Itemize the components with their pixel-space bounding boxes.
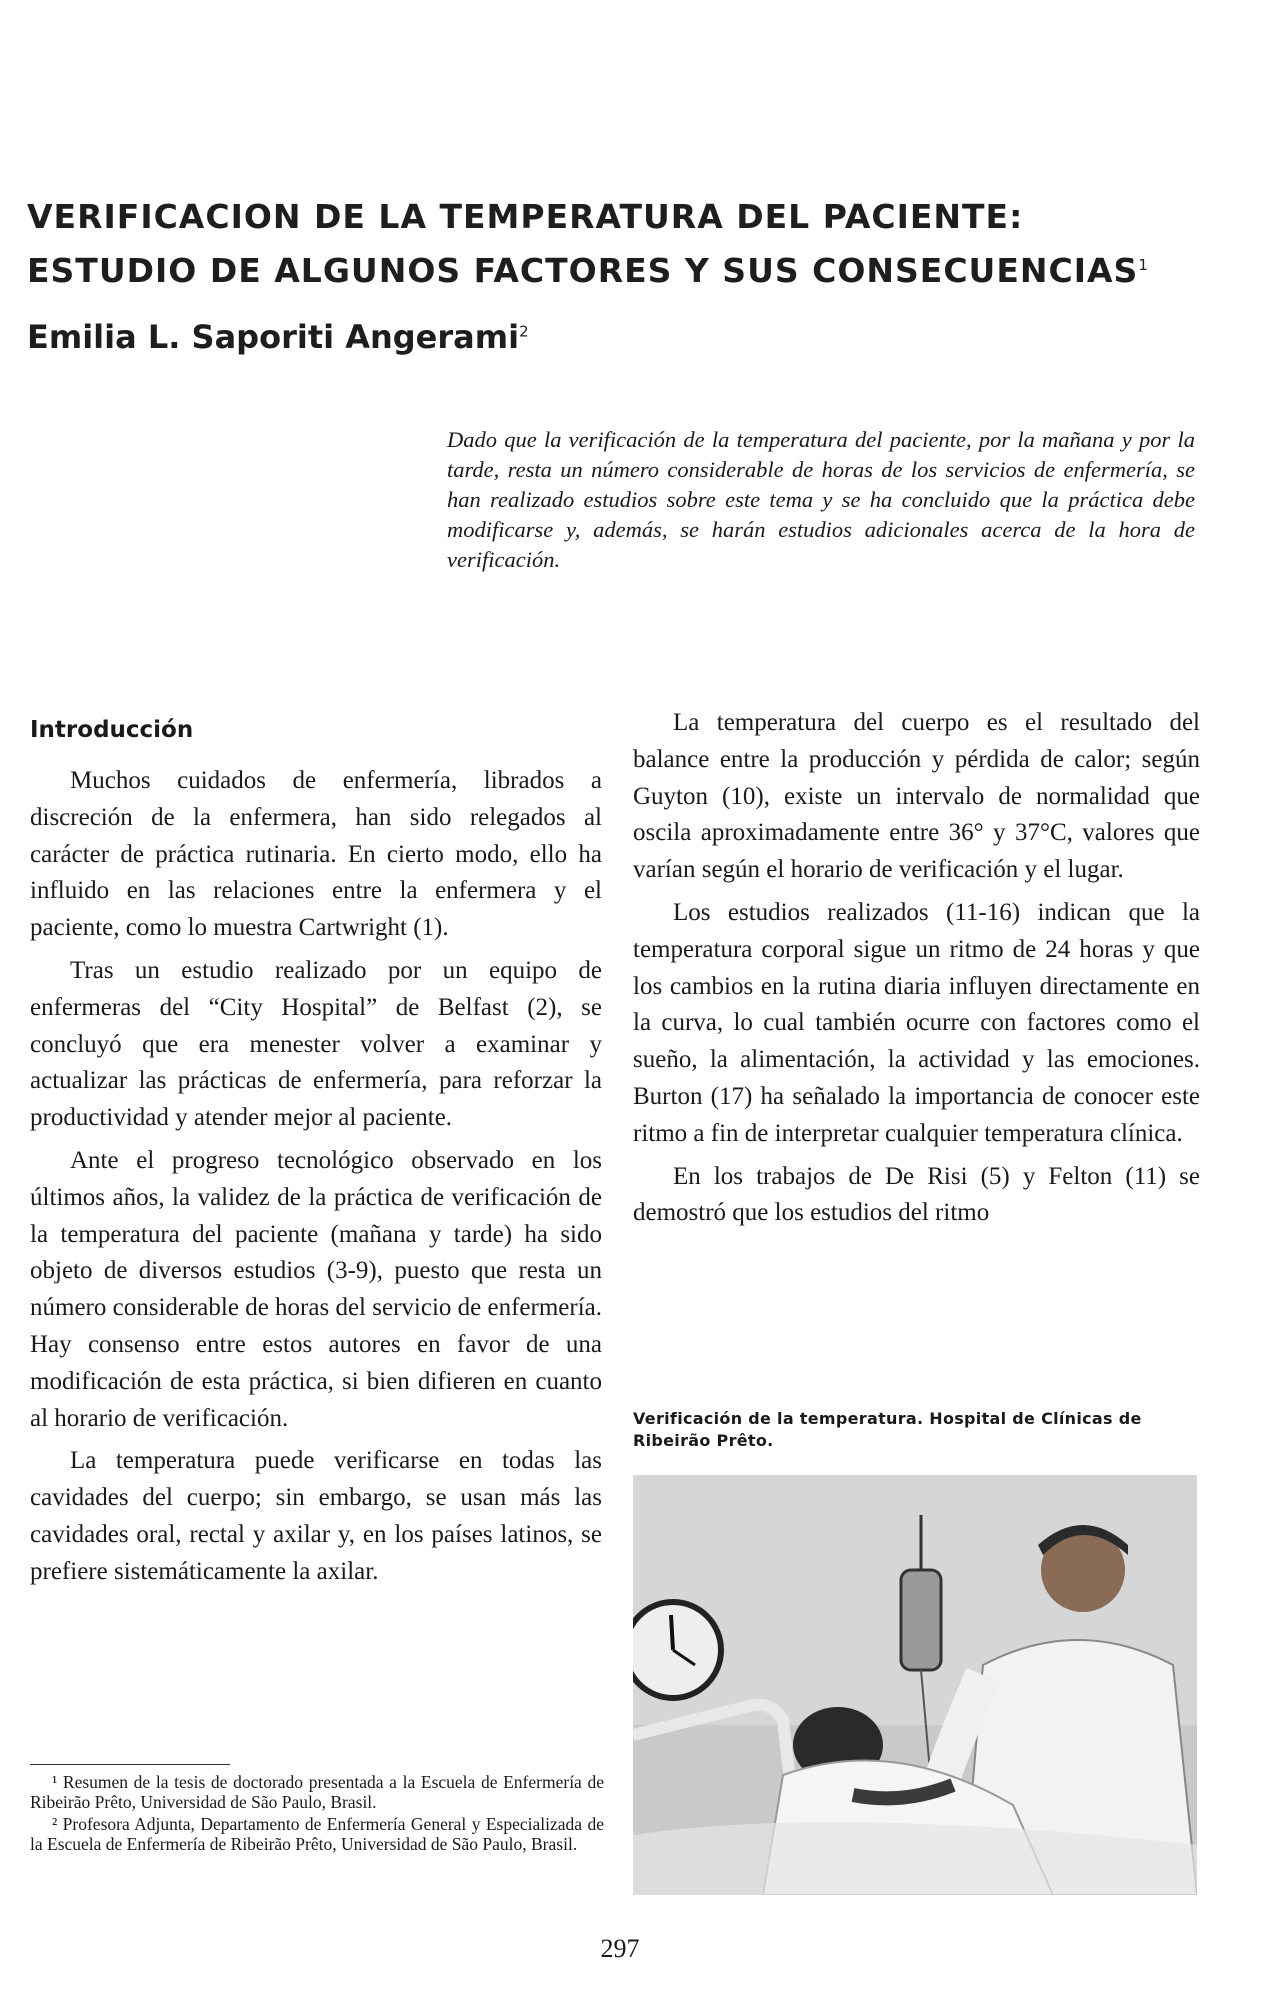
photo-caption: Verificación de la temperatura. Hospital de Clínicas de Ribeirão Prêto.: [633, 1409, 1142, 1450]
footnote-2: ² Profesora Adjunta, Departamento de Enfermería General y Especializada de la Escuela de Enfermería de Ribeirão Prêto, Universidad de São Paulo, Brasil.: [30, 1814, 604, 1854]
paragraph: Ante el progreso tecnológico observado en los últimos años, la validez de la práctica de verificación de la temperatura del paciente (mañana y tarde) ha sido objeto de diversos estudios (3-9), puesto que resta un número considerable de horas del servicio de enfermería. Hay consenso entre estos autores en favor de una modificación de esta práctica, si bien difieren en cuanto al horario de verificación.: [30, 1146, 602, 1432]
photo-illustration: [633, 1475, 1197, 1895]
page-number: 297: [600, 1934, 640, 1963]
title-footnote-marker: 1: [1138, 256, 1149, 274]
paragraph: Los estudios realizados (11-16) indican que la temperatura corporal sigue un ritmo de 24 horas y que los cambios en la rutina diaria influyen directamente en la curva, lo cual también ocurre con factores como el sueño, la alimentación, la actividad y las emociones. Burton (17) ha señalado la importancia de conocer este ritmo a fin de interpretar cualquier temperatura clínica.: [633, 898, 1200, 1147]
right-column: [633, 705, 1200, 1238]
nurse-photo: [633, 1475, 1197, 1895]
footnote-divider: [30, 1764, 230, 1765]
title-line-2: ESTUDIO DE ALGUNOS FACTORES Y SUS CONSECUENCIAS: [27, 251, 1139, 290]
section-heading: Introducción: [30, 717, 194, 743]
paragraph: La temperatura puede verificarse en todas las cavidades del cuerpo; sin embargo, se usan más las cavidades oral, rectal y axilar y, en los países latinos, se prefiere sistemáticamente la axilar.: [30, 1447, 602, 1585]
paragraph: Tras un estudio realizado por un equipo de enfermeras del “City Hospital” de Belfast (2), se concluyó que era menester volver a examinar y actualizar las prácticas de enfermería, para reforzar la productividad y atender mejor al paciente.: [30, 956, 602, 1132]
paragraph: Muchos cuidados de enfermería, librados a discreción de la enfermera, han sido relegados al carácter de práctica rutinaria. En cierto modo, ello ha influido en las relaciones entre la enfermera y el paciente, como lo muestra Cartwright (1).: [30, 767, 602, 942]
author-name: [27, 318, 529, 356]
footnotes: [30, 1772, 604, 1856]
article-title: [27, 190, 1247, 298]
title-line-1: VERIFICACION DE LA TEMPERATURA DEL PACIENTE:: [27, 197, 1024, 236]
paragraph: La temperatura del cuerpo es el resultado del balance entre la producción y pérdida de calor; según Guyton (10), existe un intervalo de normalidad que oscila aproximadamente entre 36° y 37°C, valores que varían según el horario de verificación y el lugar.: [633, 709, 1200, 884]
footnote-1: ¹ Resumen de la tesis de doctorado presentada a la Escuela de Enfermería de Ribeirão Prêto, Universidad de São Paulo, Brasil.: [30, 1772, 604, 1812]
author-footnote-marker: 2: [519, 322, 529, 341]
left-column: [30, 715, 602, 1597]
author-text: Emilia L. Saporiti Angerami: [27, 318, 520, 356]
paragraph: En los trabajos de De Risi (5) y Felton (11) se demostró que los estudios del ritmo: [633, 1162, 1200, 1227]
abstract: Dado que la verificación de la temperatura del paciente, por la mañana y por la tarde, resta un número considerable de horas de los servicios de enfermería, se han realizado estudios sobre este tema y se ha concluido que la práctica debe modificarse y, además, se harán estudios adicionales acerca de la hora de verificación.: [447, 427, 1195, 572]
